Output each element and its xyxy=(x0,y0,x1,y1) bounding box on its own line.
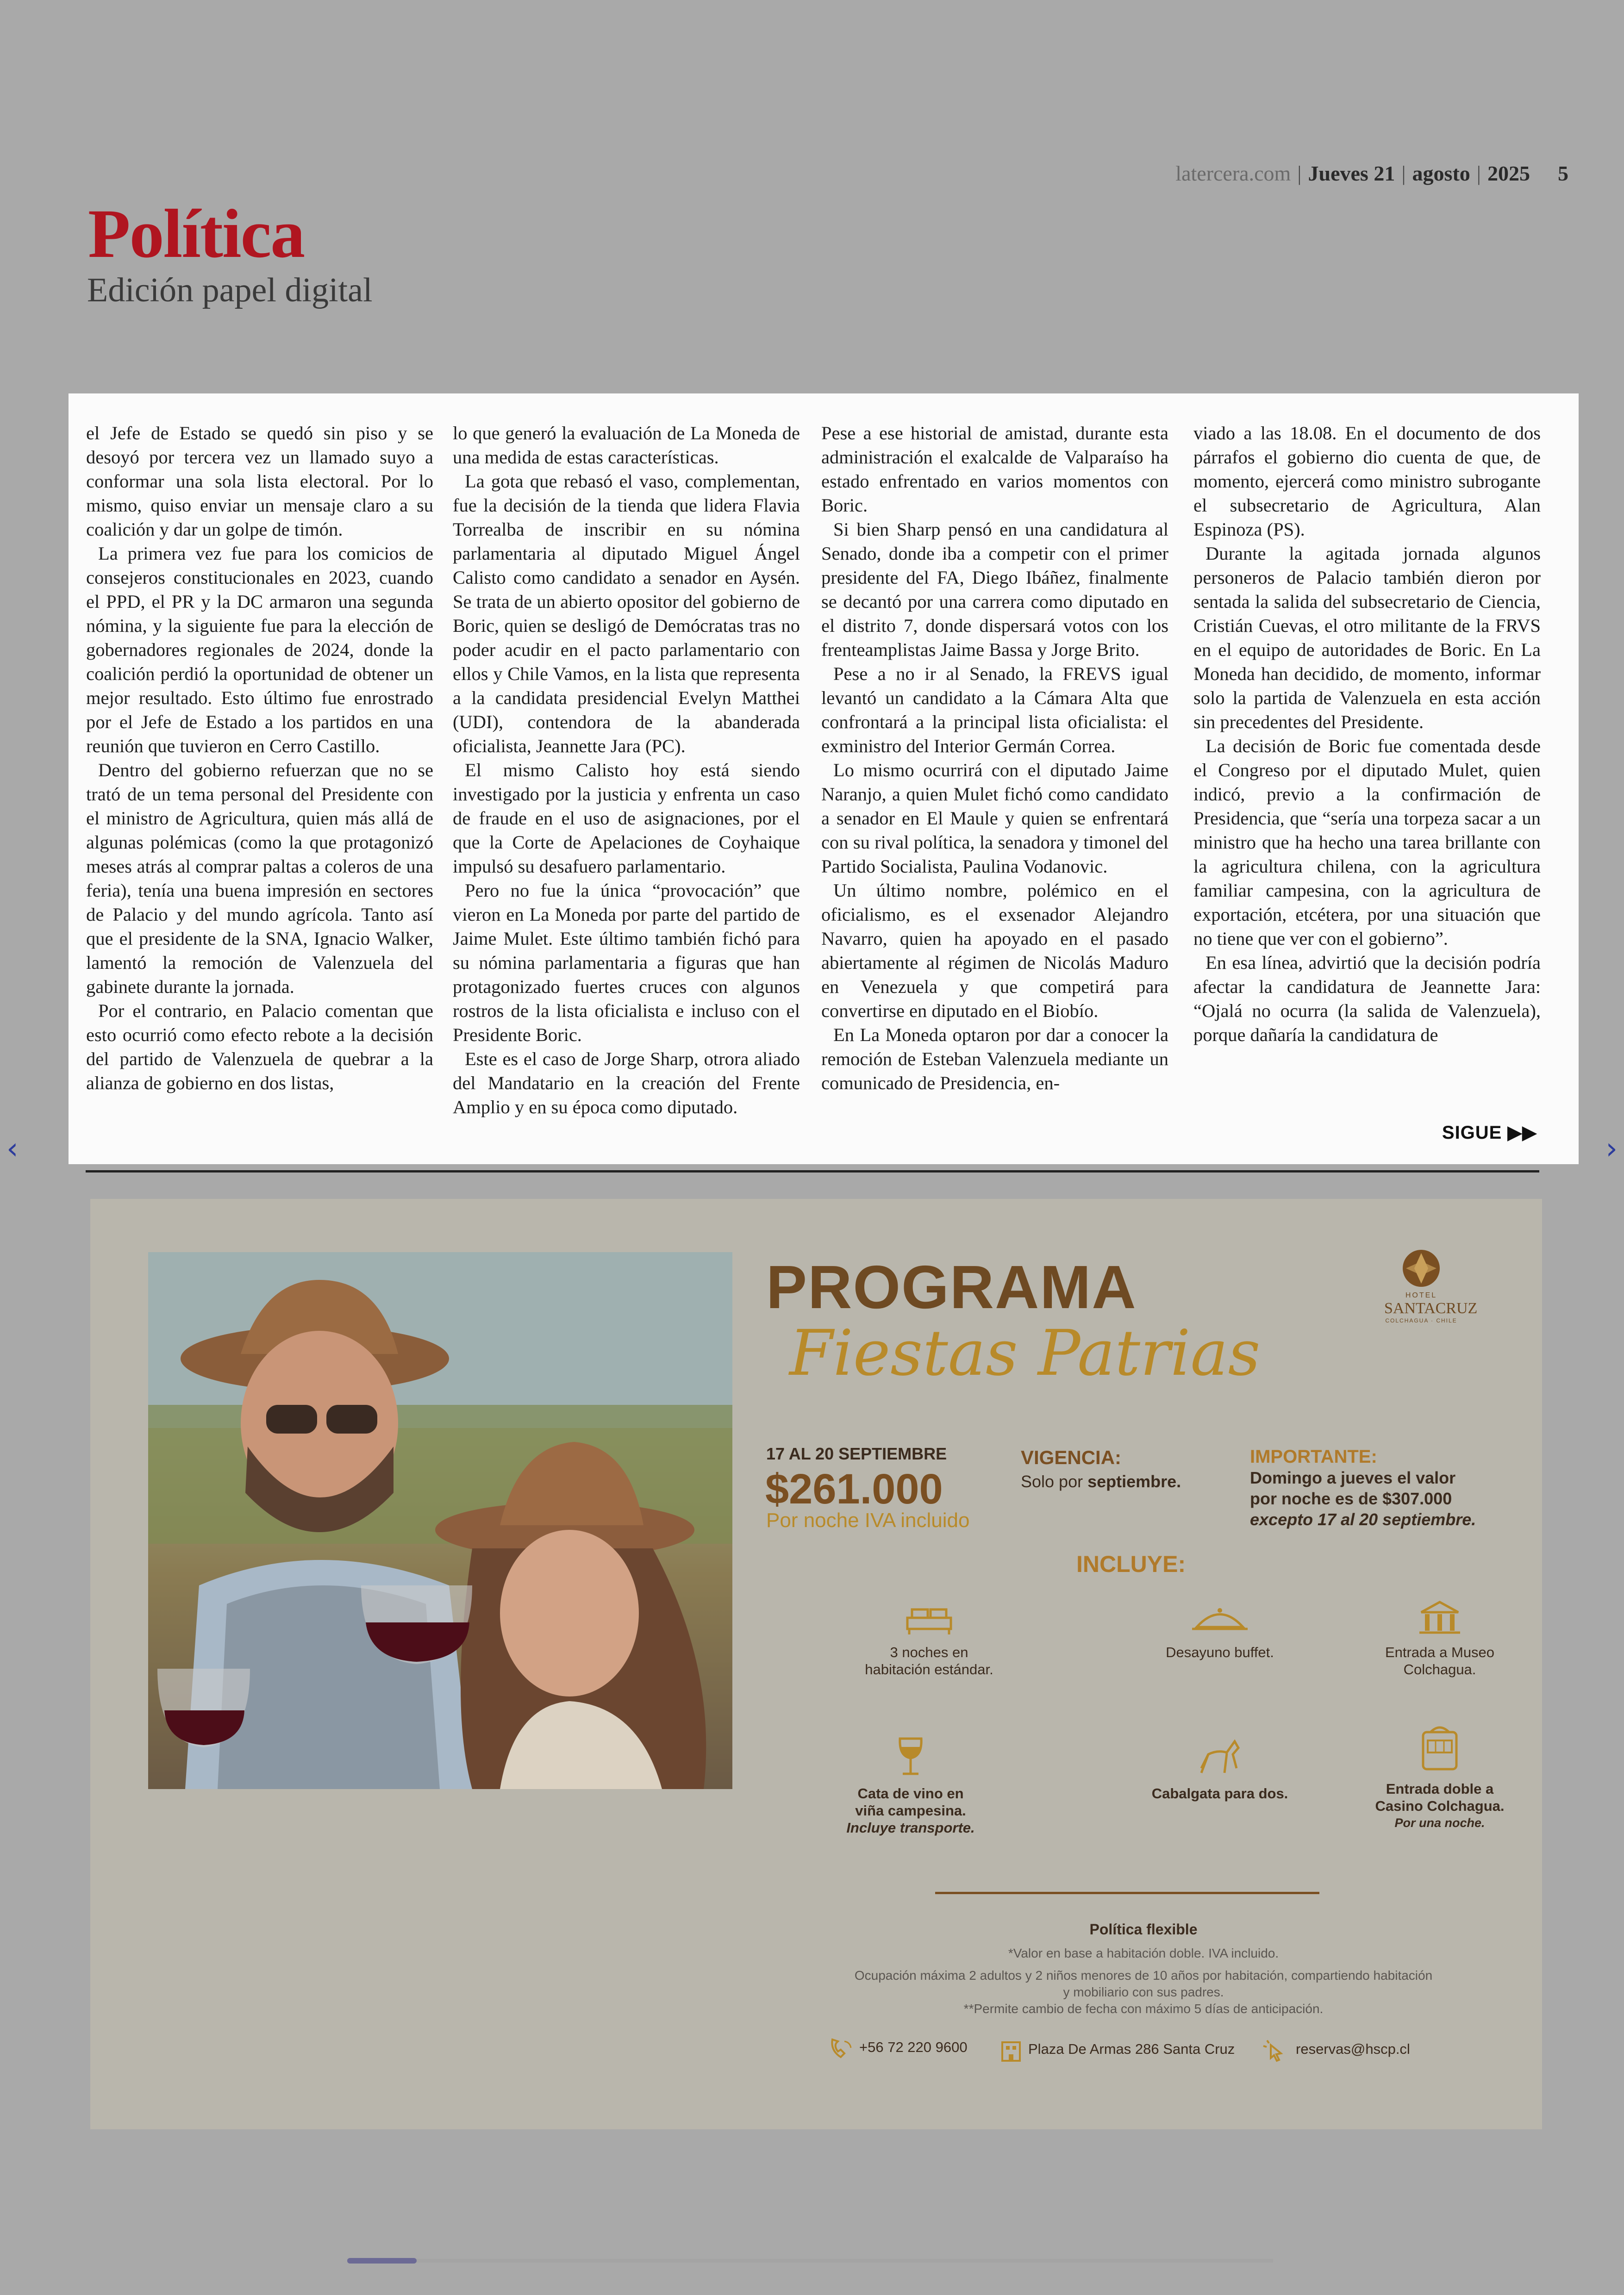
article-paragraph: La primera vez fue para los comicios de consejeros constitucionales en 2023, cuando el PPD, el PR y la DC armaron una segunda nómina, y la siguiente fue para la elección de gobernadores regionales de 2024, donde la coalición perdió la oportunidad de obtener un mejor resultado. Esto último fue enrostrado por el Jefe de Estado a los partidos en una reunión que tuvieron en Cerro Castillo. xyxy=(86,543,433,756)
page-scrubber-track[interactable] xyxy=(347,2259,1273,2263)
price-note: Por noche IVA incluido xyxy=(766,1509,970,1532)
museum-icon xyxy=(1417,1599,1463,1636)
article-column-2 xyxy=(453,421,800,1119)
site-name: latercera.com xyxy=(1175,162,1291,185)
feature-line: Casino Colchagua. xyxy=(1375,1798,1505,1814)
feature-line: Cata de vino en xyxy=(857,1785,964,1802)
hotel-advertisement[interactable] xyxy=(90,1199,1542,2129)
vigencia-text xyxy=(1021,1472,1181,1491)
breakfast-icon xyxy=(1190,1599,1250,1636)
edition-subtitle: Edición papel digital xyxy=(87,271,373,309)
importante-line: por noche es de $307.000 xyxy=(1250,1489,1452,1508)
wine-glass-icon xyxy=(894,1736,927,1777)
feature-line: Entrada a Museo xyxy=(1385,1644,1495,1660)
phone-text: +56 72 220 9600 xyxy=(859,2039,968,2056)
vigencia-text-bold: septiembre. xyxy=(1087,1472,1181,1491)
feature-line: viña campesina. xyxy=(855,1802,966,1819)
policy-line: y mobiliario con sus padres. xyxy=(1063,1985,1224,1999)
article-paragraph: viado a las 18.08. En el documento de dos párrafos el gobierno dio cuenta de que, de momento, ejercerá como ministro subrogante el subsecretario de Agricultura, Alan Espinoza (PS). xyxy=(1193,423,1541,540)
logo-location: COLCHAGUA · CHILE xyxy=(1385,1317,1457,1324)
vigencia-label: VIGENCIA: xyxy=(1021,1447,1122,1468)
ad-divider xyxy=(935,1892,1319,1894)
continue-label[interactable]: SIGUE ▶▶ xyxy=(1442,1123,1537,1143)
chevron-left-icon: ‹ xyxy=(6,1132,19,1166)
hotel-logo xyxy=(1384,1247,1478,1324)
article-paragraph: Pero no fue la única “provocación” que vieron en La Moneda por parte del partido de Jaime Mulet. Este último también fichó para su nómina parlamentaria a figuras que han protagonizado fuertes cruces con algunos rostros de la lista oficialista e incluso con el Presidente Boric. xyxy=(453,880,800,1045)
policy-title: Política flexible xyxy=(1089,1921,1198,1938)
importante-label: IMPORTANTE: xyxy=(1250,1447,1377,1467)
feature-line: 3 noches en xyxy=(890,1644,968,1660)
promo-dates: 17 AL 20 SEPTIEMBRE xyxy=(766,1444,947,1463)
feature-line: Entrada doble a xyxy=(1386,1781,1494,1797)
contact-address[interactable] xyxy=(998,2037,1235,2064)
feature-item xyxy=(813,1736,1008,1836)
feature-item xyxy=(1343,1722,1537,1832)
publication-line: latercera.com | Jueves 21 | agosto | 2025 5 xyxy=(1175,162,1568,185)
next-page-button[interactable] xyxy=(1605,1132,1618,1166)
policy-line: **Permite cambio de fecha con máximo 5 días de anticipación. xyxy=(963,2002,1324,2016)
logo-name: SANTACRUZ xyxy=(1384,1300,1478,1317)
page-divider xyxy=(86,1170,1539,1172)
article-paragraph: La gota que rebasó el vaso, complementan, fue la decisión de la tienda que lidera Flavia Torrealba de inscribir en su nómina parlamentaria al diputado Miguel Ángel Calisto como candidato a senador en Aysén. Se trata de un abierto opositor del gobierno de Boric, quien se desligó de Demócratas tras no poder acudir en el pacto parlamentario con ellos y Chile Vamos, en la lista que representa a la candidata presidencial Evelyn Matthei (UDI), contendora de la abanderada oficialista, Jeannette Jara (PC). xyxy=(453,471,800,756)
address-text: Plaza De Armas 286 Santa Cruz xyxy=(1028,2041,1235,2058)
article-paragraph: Un último nombre, polémico en el oficialismo, es el exsenador Alejandro Navarro, quien ha apoyado en el pasado abiertamente al régimen de Nicolás Maduro en Venezuela y que competirá para convertirse en diputado en el Biobío. xyxy=(821,880,1168,1021)
article-column-3 xyxy=(821,421,1168,1095)
feature-line: Colchagua. xyxy=(1403,1661,1476,1678)
click-icon xyxy=(1262,2037,1288,2064)
incluye-label: INCLUYE: xyxy=(1076,1551,1186,1577)
date-month: agosto xyxy=(1412,162,1470,185)
page-number: 5 xyxy=(1558,162,1568,185)
logo-hotel-label: HOTEL xyxy=(1405,1291,1437,1299)
feature-item xyxy=(1123,1599,1317,1661)
article-paragraph: La decisión de Boric fue comentada desde el Congreso por el diputado Mulet, quien indicó, previo a la confirmación de Presidencia, que “sería una torpeza sacar a un ministro que ha hecho una tarea brillante con la agricultura chilena, con la agricultura familiar campesina, con la agricultura de exportación, etcétera, por una situación que no tiene que ver con el gobierno”. xyxy=(1193,736,1541,949)
contact-phone[interactable] xyxy=(829,2037,968,2060)
section-title: Política xyxy=(88,195,305,272)
feature-line: Por una noche. xyxy=(1394,1816,1485,1830)
article-paragraph: Pese a no ir al Senado, la FREVS igual levantó un candidato a la Cámara Alta que confrontará a la principal lista oficialista: el exministro del Interior Germán Correa. xyxy=(821,663,1168,756)
article-paragraph: Si bien Sharp pensó en una candidatura al Senado, donde iba a competir con el primer presidente del FA, Diego Ibáñez, finalmente se decantó por una carrera como diputado en el distrito 7, donde dispersará votos con los frenteamplistas Jaime Bassa y Jorge Brito. xyxy=(821,519,1168,660)
article-paragraph: el Jefe de Estado se quedó sin piso y se desoyó por tercera vez un llamado suyo a conformar una sola lista electoral. Por lo mismo, quiso enviar un mensaje claro a su coalición y dar un golpe de timón. xyxy=(86,423,433,540)
article-paragraph: Por el contrario, en Palacio comentan que esto ocurrió como efecto rebote a la decisión del partido de Valenzuela de quebrar a la alianza de gobierno en dos listas, xyxy=(86,1000,433,1093)
article-paragraph: En La Moneda optaron por dar a conocer la remoción de Esteban Valenzuela mediante un comunicado de Presidencia, en- xyxy=(821,1024,1168,1093)
slot-machine-icon xyxy=(1417,1722,1463,1773)
feature-line: Incluye transporte. xyxy=(846,1820,975,1836)
article-paragraph: Dentro del gobierno refuerzan que no se trató de un tema personal del Presidente con el ministro de Agricultura, quien más allá de algunas polémicas (como la que protagonizó meses atrás al comprar paltas a coleros de una feria), tenía una buena impresión en sectores de Palacio y del mundo agrícola. Tanto así que el presidente de la SNA, Ignacio Walker, lamentó la remoción de Valenzuela del gabinete durante la jornada. xyxy=(86,760,433,997)
policy-line: *Valor en base a habitación doble. IVA incluido. xyxy=(1008,1946,1279,1960)
chevron-right-icon: › xyxy=(1605,1132,1618,1166)
photo-illustration xyxy=(148,1252,732,1789)
article-column-4 xyxy=(1193,421,1541,1047)
feature-item xyxy=(832,1599,1026,1678)
article-paragraph: Lo mismo ocurrirá con el diputado Jaime Naranjo, a quien Mulet fichó como candidato a senador en El Maule y quien se enfrentará con su rival política, la senadora y timonel del Partido Socialista, Paulina Vodanovic. xyxy=(821,760,1168,877)
phone-icon xyxy=(829,2037,856,2060)
feature-line: habitación estándar. xyxy=(865,1661,993,1678)
feature-item xyxy=(1343,1599,1537,1678)
email-text: reservas@hscp.cl xyxy=(1296,2041,1410,2058)
article-paragraph: En esa línea, advirtió que la decisión podría afectar la candidatura de Jeannette Jara: “Ojalá no ocurra (la salida de Valenzuela), porque dañaría la candidatura de xyxy=(1193,952,1541,1045)
page-scrubber-thumb[interactable] xyxy=(347,2258,417,2264)
date-day: Jueves 21 xyxy=(1308,162,1395,185)
horse-icon xyxy=(1192,1736,1248,1777)
feature-line: Desayuno buffet. xyxy=(1166,1644,1274,1660)
promo-price: $261.000 xyxy=(765,1466,943,1513)
article-column-1 xyxy=(86,421,433,1095)
article-paragraph: Pese a ese historial de amistad, durante esta administración el exalcalde de Valparaíso ha estado enfrentado en varios momentos con Boric. xyxy=(821,423,1168,516)
article-paragraph: lo que generó la evaluación de La Moneda de una medida de estas características. xyxy=(453,423,800,468)
ad-subtitle: Fiestas Patrias xyxy=(789,1317,1261,1390)
article-paragraph: Durante la agitada jornada algunos personeros de Palacio también dieron por sentada la salida del subsecretario de Ciencia, Cristián Cuevas, el otro militante de la FRVS en el equipo de autoridades de Boric. En La Moneda han decidido, de momento, informar solo la partida de Valenzuela en esta acción sin precedentes del Presidente. xyxy=(1193,543,1541,732)
date-year: 2025 xyxy=(1487,162,1530,185)
prev-page-button[interactable] xyxy=(6,1132,19,1166)
importante-line: excepto 17 al 20 septiembre. xyxy=(1250,1510,1476,1529)
importante-text xyxy=(1250,1467,1476,1530)
feature-line: Cabalgata para dos. xyxy=(1151,1785,1288,1802)
couple-wine-photo xyxy=(148,1252,732,1789)
importante-line: Domingo a jueves el valor xyxy=(1250,1468,1456,1487)
bed-icon xyxy=(904,1599,955,1636)
vigencia-text-pre: Solo por xyxy=(1021,1472,1088,1491)
building-icon xyxy=(998,2037,1024,2064)
contact-email[interactable] xyxy=(1262,2037,1410,2064)
policy-line: Ocupación máxima 2 adultos y 2 niños menores de 10 años por habitación, compartiendo habitación xyxy=(854,1968,1433,1983)
article-paragraph: Este es el caso de Jorge Sharp, otrora aliado del Mandatario en la creación del Frente Amplio y en su época como diputado. xyxy=(453,1048,800,1117)
feature-item xyxy=(1123,1736,1317,1802)
hotel-crest-icon xyxy=(1400,1247,1442,1289)
article-page xyxy=(69,393,1579,1164)
article-paragraph: El mismo Calisto hoy está siendo investigado por la justicia y enfrenta un caso de fraude en el uso de asignaciones, por el que la Corte de Apelaciones de Coyhaique impulsó su desafuero parlamentario. xyxy=(453,760,800,877)
ad-title: PROGRAMA xyxy=(766,1253,1137,1321)
